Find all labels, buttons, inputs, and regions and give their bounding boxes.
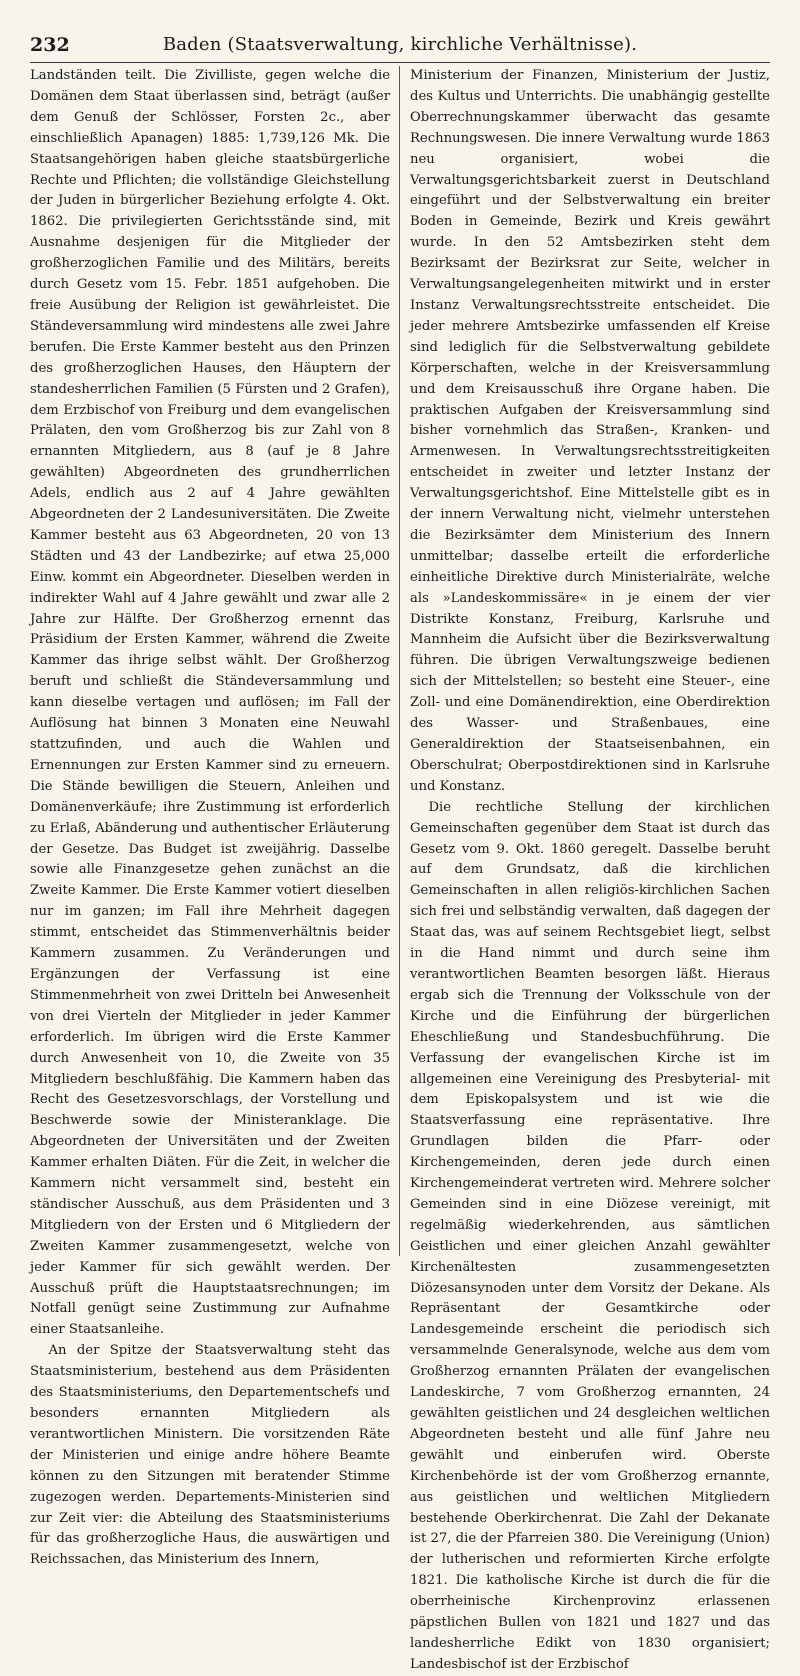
page-header: [30, 30, 770, 63]
column-divider: [399, 66, 400, 1256]
paragraph: Ministerium der Finanzen, Ministerium der Justiz, des Kultus und Unterrichts. Die unabhängig gestellte Oberrechnungskammer überwacht das gesamte Rechnungswesen. Die innere Verwaltung wurde 1863 neu organisiert, wobei die Verwaltungsgerichtsbarkeit zuerst in Deutschland eingeführt und der Selbstverwaltung ein breiter Boden in Gemeinde, Bezirk und Kreis gewährt wurde. In den 52 Amtsbezirken steht dem Bezirksamt der Bezirksrat zur Seite, welcher in Verwaltungsangelegenheiten mitwirkt und in erster Instanz Verwaltungsrechtsstreite entscheidet. Die jeder mehrere Amtsbezirke umfassenden elf Kreise sind lediglich für die Selbstverwaltung gebildete Körperschaften, welche in der Kreisversammlung und dem Kreisausschuß ihre Organe haben. Die praktischen Aufgaben der Kreisversammlung sind bisher vornehmlich das Straßen-, Kranken- und Armenwesen. In Verwaltungsrechtsstreitigkeiten entscheidet in zweiter und letzter Instanz der Verwaltungsgerichtshof. Eine Mittelstelle gibt es in der innern Verwaltung nicht, vielmehr unterstehen die Bezirksämter dem Ministerium des Innern unmittelbar; dasselbe erteilt die erforderliche einheitliche Direktive durch Ministerialräte, welche als »Landeskommissäre« in je einem der vier Distrikte Konstanz, Freiburg, Karlsruhe und Mannheim die Aufsicht über die Bezirksverwaltung führen. Die übrigen Verwaltungszweige bedienen sich der Mittelstellen; so besteht eine Steuer-, eine Zoll- und eine Domänendirektion, eine Oberdirektion des Wasser- und Straßenbaues, eine Generaldirektion der Staatseisenbahnen, ein Oberschulrat; Oberpostdirektionen sind in Karlsruhe und Konstanz.: [410, 68, 770, 794]
running-head: Baden (Staatsverwaltung, kirchliche Verhältnisse).: [162, 34, 638, 55]
paragraph: An der Spitze der Staatsverwaltung steht das Staatsministerium, bestehend aus dem Präsidenten des Staatsministeriums, den Departementschefs und besonders ernannten Mitgliedern als verantwortlichen Ministern. Die vorsitzenden Räte der Ministerien und einige andre höhere Beamte können zu den Sitzungen mit beratender Stimme zugezogen werden. Departements-Ministerien sind zur Zeit vier: die Abteilung des Staatsministeriums für das großherzogliche Haus, die auswärtigen und Reichssachen, das Ministerium des Innern,: [30, 1343, 390, 1568]
paragraph: Die rechtliche Stellung der kirchlichen Gemeinschaften gegenüber dem Staat ist durch das Gesetz vom 9. Okt. 1860 geregelt. Dasselbe beruht auf dem Grundsatz, daß die kirchlichen Gemeinschaften in allen religiös-kirchlichen Sachen sich frei und selbständig verwalten, daß dagegen der Staat das, was auf seinem Rechtsgebiet liegt, selbst in die Hand nimmt und durch seine ihm verantwortlichen Beamten besorgen läßt. Hieraus ergab sich die Trennung der Volksschule von der Kirche und die Einführung der bürgerlichen Eheschließung und Standesbuchführung. Die Verfassung der evangelischen Kirche ist im allgemeinen eine Vereinigung des Presbyterial- mit dem Episkopalsystem und ist wie die Staatsverfassung eine repräsentative. Ihre Grundlagen bilden die Pfarr- oder Kirchengemeinden, deren jede durch einen Kirchengemeinderat vertreten wird. Mehrere solcher Gemeinden sind in eine Diözese vereinigt, mit regelmäßig wiederkehrenden, aus sämtlichen Geistlichen und einer gleichen Anzahl gewählter Kirchenältesten zusammengesetzten Diözesansynoden unter dem Vorsitz der Dekane. Als Repräsentant der Gesamtkirche oder Landesgemeinde erscheint die periodisch sich versammelnde Generalsynode, welche aus dem vom Großherzog ernannten Prälaten der evangelischen Landeskirche, 7 vom Großherzog ernannten, 24 gewählten geistlichen und 24 desgleichen weltlichen Abgeordneten besteht und alle fünf Jahre neu gewählt und einberufen wird. Oberste Kirchenbehörde ist der vom Großherzog ernannte, aus geistlichen und weltlichen Mitgliedern bestehende Oberkirchenrat. Die Zahl der Dekanate ist 27, die der Pfarreien 380. Die Vereinigung (Union) der lutherischen und reformierten Kirche erfolgte 1821. Die katholische Kirche ist durch die für die oberrheinische Kirchenprovinz erlassenen päpstlichen Bullen von 1821 und 1827 und das landesherrliche Edikt von 1830 organisiert; Landesbischof ist der Erzbischof: [410, 799, 770, 1672]
right-column: [410, 66, 770, 1672]
left-column: [30, 66, 390, 1568]
paragraph: Landständen teilt. Die Zivilliste, gegen welche die Domänen dem Staat überlassen sind, beträgt (außer dem Genuß der Schlösser, Forsten 2c., aber einschließlich Apanagen) 1885: 1,739,126 Mk. Die Staatsangehörigen haben gleiche staatsbürgerliche Rechte und Pflichten; die vollständige Gleichstellung der Juden in bürgerlicher Beziehung erfolgte 4. Okt. 1862. Die privilegierten Gerichtsstände sind, mit Ausnahme desjenigen für die Mitglieder der großherzoglichen Familie und des Militärs, bereits durch Gesetz vom 15. Febr. 1851 aufgehoben. Die freie Ausübung der Religion ist gewährleistet. Die Ständeversammlung wird mindestens alle zwei Jahre berufen. Die Erste Kammer besteht aus den Prinzen des großherzoglichen Hauses, den Häuptern der standesherrlichen Familien (5 Fürsten und 2 Grafen), dem Erzbischof von Freiburg und dem evangelischen Prälaten, den vom Großherzog bis zur Zahl von 8 ernannten Mitgliedern, aus 8 (auf je 8 Jahre gewählten) Abgeordneten des grundherrlichen Adels, endlich aus 2 auf 4 Jahre gewählten Abgeordneten der 2 Landesuniversitäten. Die Zweite Kammer besteht aus 63 Abgeordneten, 20 von 13 Städten und 43 der Landbezirke; auf etwa 25,000 Einw. kommt ein Abgeordneter. Dieselben werden in indirekter Wahl auf 4 Jahre gewählt und zwar alle 2 Jahre zur Hälfte. Der Großherzog ernennt das Präsidium der Ersten Kammer, während die Zweite Kammer das ihrige selbst wählt. Der Großherzog beruft und schließt die Ständeversammlung und kann dieselbe vertagen und auflösen; im Fall der Auflösung hat binnen 3 Monaten eine Neuwahl stattzufinden, und auch die Wahlen und Ernennungen zur Ersten Kammer sind zu erneuern. Die Stände bewilligen die Steuern, Anleihen und Domänenverkäufe; ihre Zustimmung ist erforderlich zu Erlaß, Abänderung und authentischer Erläuterung der Gesetze. Das Budget ist zweijährig. Dasselbe sowie alle Finanzgesetze gehen zunächst an die Zweite Kammer. Die Erste Kammer votiert dieselben nur im ganzen; im Fall ihre Mehrheit dagegen stimmt, entscheidet das Stimmenverhältnis beider Kammern zusammen. Zu Veränderungen und Ergänzungen der Verfassung ist eine Stimmenmehrheit von zwei Dritteln bei Anwesenheit von drei Vierteln der Mitglieder in jeder Kammer erforderlich. Im übrigen wird die Erste Kammer durch Anwesenheit von 10, die Zweite von 35 Mitgliedern beschlußfähig. Die Kammern haben das Recht des Gesetzesvorschlags, der Vorstellung und Beschwerde sowie der Ministeranklage. Die Abgeordneten der Universitäten und der Zweiten Kammer erhalten Diäten. Für die Zeit, in welcher die Kammern nicht versammelt sind, besteht ein ständischer Ausschuß, aus dem Präsidenten und 3 Mitgliedern von der Ersten und 6 Mitgliedern der Zweiten Kammer zusammengesetzt, welche von jeder Kammer für sich gewählt werden. Der Ausschuß prüft die Hauptstaatsrechnungen; im Notfall genügt seine Zustimmung zur Aufnahme einer Staatsanleihe.: [30, 68, 390, 1338]
page-number: 232: [30, 34, 70, 56]
